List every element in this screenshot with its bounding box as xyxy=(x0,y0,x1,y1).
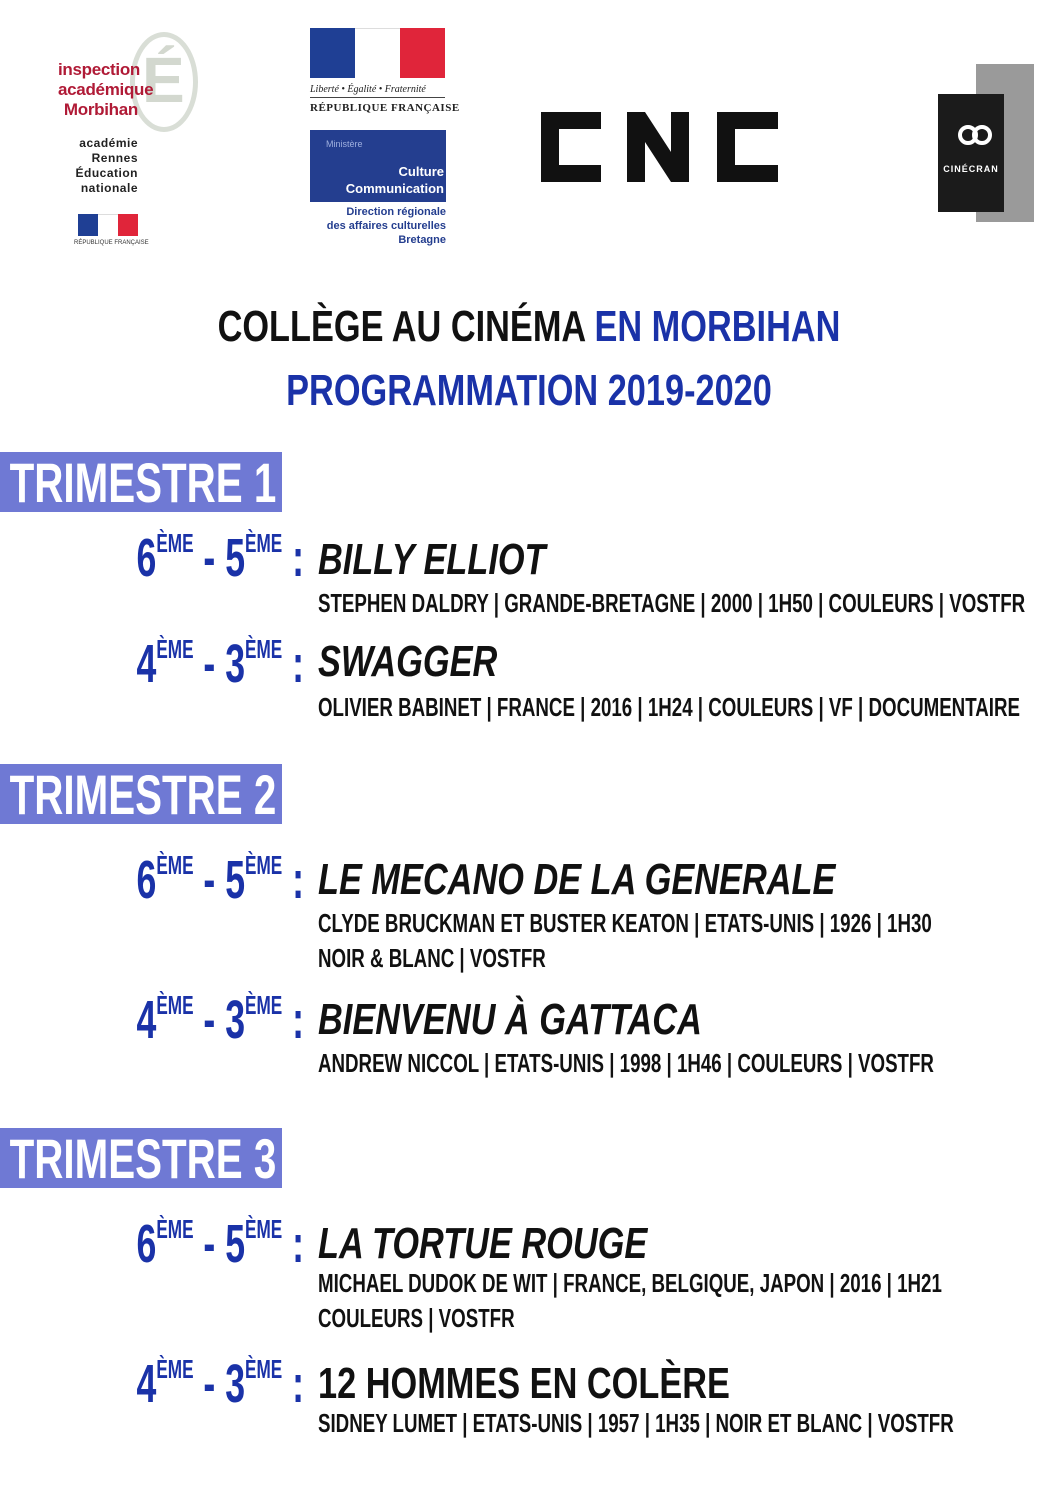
cnc-text xyxy=(541,112,543,113)
level-label: 4ÈME - 3ÈME : xyxy=(136,1354,304,1414)
ministere-line-1: Culture xyxy=(398,164,444,179)
film-info: SIDNEY LUMET | ETATS-UNIS | 1957 | 1H35 | NOIR ET BLANC | VOSTFR xyxy=(318,1408,954,1438)
film-title: LE MECANO DE LA GENERALE xyxy=(318,855,836,904)
level-label: 4ÈME - 3ÈME : xyxy=(136,990,304,1050)
film-info: CLYDE BRUCKMAN ET BUSTER KEATON | ETATS-UNIS | 1926 | 1H30 NOIR & BLANC | VOSTFR xyxy=(318,908,932,973)
cinecran-logo xyxy=(938,64,1034,222)
ia-sub-3: Éducation xyxy=(75,166,138,180)
drac-line-1: Direction régionale xyxy=(346,206,446,218)
film-info: OLIVIER BABINET | FRANCE | 2016 | 1H24 | COULEURS | VF | DOCUMENTAIRE xyxy=(318,692,1020,722)
rf-divider xyxy=(310,97,445,98)
cnc-logo-icon xyxy=(541,112,778,182)
level-label: 6ÈME - 5ÈME : xyxy=(136,528,304,588)
trimester-2-label: TRIMESTRE 2 xyxy=(9,763,276,826)
level-label: 4ÈME - 3ÈME : xyxy=(136,634,304,694)
drac-line-3: Bretagne xyxy=(398,234,446,246)
cinecran-box xyxy=(938,94,1004,212)
cinecran-label: CINÉCRAN xyxy=(943,164,999,174)
film-title: 12 HOMMES EN COLÈRE xyxy=(318,1359,730,1408)
film-title: BILLY ELLIOT xyxy=(318,535,546,584)
ia-line-1: inspection xyxy=(58,60,141,79)
cnc-logo xyxy=(541,112,778,182)
film-info: ANDREW NICCOL | ETATS-UNIS | 1998 | 1H46 | COULEURS | VOSTFR xyxy=(318,1048,934,1078)
level-label: 6ÈME - 5ÈME : xyxy=(136,850,304,910)
drac-line-2: des affaires culturelles xyxy=(326,220,446,232)
title-part-2: EN MORBIHAN xyxy=(594,302,841,351)
ia-sub-2: Rennes xyxy=(91,151,138,165)
ministere-box xyxy=(310,130,446,202)
film-info: MICHAEL DUDOK DE WIT | FRANCE, BELGIQUE, JAPON | 2016 | 1H21 COULEURS | VOSTFR xyxy=(318,1268,942,1333)
e-emblem-letter: É xyxy=(142,44,185,116)
film-title: LA TORTUE ROUGE xyxy=(318,1219,648,1268)
small-french-flag-icon xyxy=(78,214,138,236)
title-part-1: COLLÈGE AU CINÉMA xyxy=(217,302,585,351)
cinecran-rings-icon xyxy=(958,118,992,152)
film-info: STEPHEN DALDRY | GRANDE-BRETAGNE | 2000 | 1H50 | COULEURS | VOSTFR xyxy=(318,588,1026,618)
rf-motto: Liberté • Égalité • Fraternité xyxy=(310,84,426,95)
small-flag-caption: RÉPUBLIQUE FRANÇAISE xyxy=(74,240,149,246)
page-title xyxy=(116,302,941,352)
ia-line-3: Morbihan xyxy=(63,100,138,119)
ministere-label: Ministère xyxy=(326,139,363,149)
ministere-line-2: Communication xyxy=(345,181,444,196)
ia-sub-1: académie xyxy=(79,136,138,150)
inspection-academique-logo xyxy=(58,30,208,250)
trimester-1-bar xyxy=(0,452,282,512)
level-label: 6ÈME - 5ÈME : xyxy=(136,1214,304,1274)
film-title: BIENVENU À GATTACA xyxy=(318,995,702,1044)
republique-francaise-logo xyxy=(310,28,460,114)
page-subtitle: PROGRAMMATION 2019-2020 xyxy=(286,366,772,415)
ministere-culture-logo xyxy=(310,130,446,247)
trimester-2-bar xyxy=(0,764,282,824)
trimester-1-label: TRIMESTRE 1 xyxy=(9,451,276,514)
ia-line-2: académique xyxy=(58,80,154,99)
trimester-3-bar xyxy=(0,1128,282,1188)
film-title: SWAGGER xyxy=(318,637,498,686)
ia-sub-4: nationale xyxy=(80,181,138,195)
rf-name: RÉPUBLIQUE FRANÇAISE xyxy=(310,102,460,114)
marianne-flag-icon xyxy=(310,28,445,78)
trimester-3-label: TRIMESTRE 3 xyxy=(9,1127,276,1190)
